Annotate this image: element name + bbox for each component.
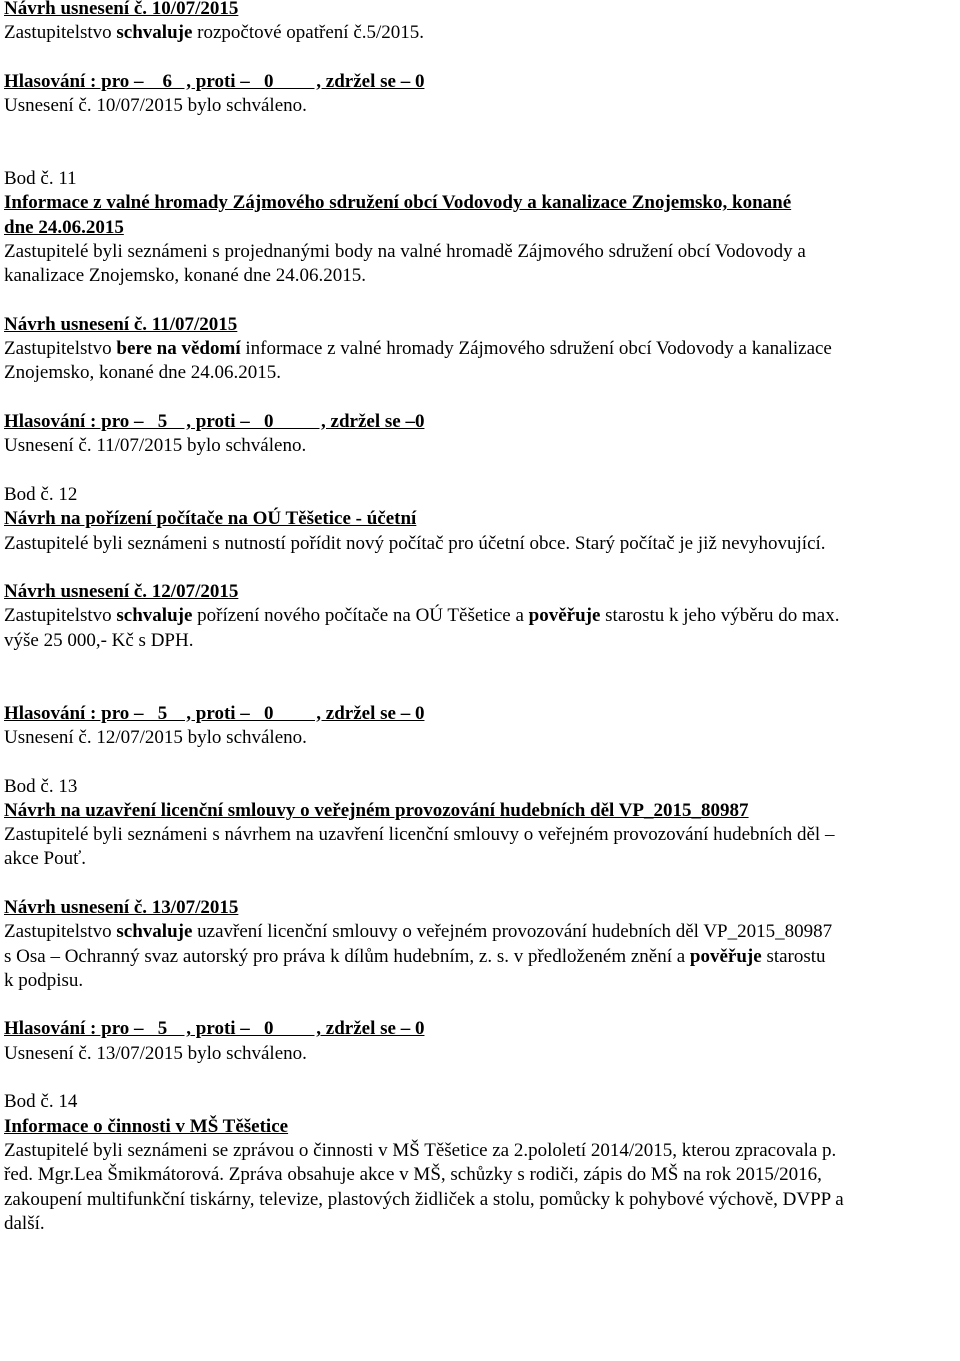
resolution-11-title: Návrh usnesení č. 11/07/2015 <box>4 313 238 335</box>
item-14-number: Bod č. 14 <box>4 1091 78 1113</box>
resolution-13-vote: Hlasování : pro – 5 , proti – 0 , zdržel se – 0 <box>4 1018 425 1040</box>
item-14-text-line1: Zastupitelé byli seznámeni se zprávou o činnosti v MŠ Těšetice za 2.pololetí 2014/2015, kterou zpracovala p. <box>4 1139 837 1161</box>
resolution-11-text-line2: Znojemsko, konané dne 24.06.2015. <box>4 362 282 384</box>
resolution-12-text-line2: výše 25 000,- Kč s DPH. <box>4 629 194 651</box>
keyword-authorizes: pověřuje <box>689 945 762 967</box>
item-13-title: Návrh na uzavření licenční smlouvy o veřejném provozování hudebních děl VP_2015_80987 <box>4 799 749 821</box>
resolution-10-vote: Hlasování : pro – 6 , proti – 0 , zdržel se – 0 <box>4 70 425 92</box>
item-13-text-line2: akce Pouť. <box>4 848 86 870</box>
item-11-number: Bod č. 11 <box>4 168 77 190</box>
minutes-page <box>4 0 954 1236</box>
item-12-text: Zastupitelé byli seznámeni s nutností pořídit nový počítač pro účetní obce. Starý počítač je již nevyhovující. <box>4 532 826 554</box>
resolution-11-vote: Hlasování : pro – 5 , proti – 0 , zdržel se –0 <box>4 411 425 433</box>
resolution-10-result: Usnesení č. 10/07/2015 bylo schváleno. <box>4 95 307 117</box>
resolution-13-text-line1: Zastupitelstvo schvaluje uzavření licenční smlouvy o veřejném provozování hudebních děl VP_2015_80987 <box>4 921 833 943</box>
item-14-text-line3: zakoupení multifunkční tiskárny, televize, plastových židliček a stolu, pomůcky k pohybové výchově, DVPP a <box>4 1188 844 1210</box>
resolution-13-result: Usnesení č. 13/07/2015 bylo schváleno. <box>4 1042 307 1064</box>
item-12-title: Návrh na pořízení počítače na OÚ Těšetice - účetní <box>4 508 417 530</box>
resolution-11-result: Usnesení č. 11/07/2015 bylo schváleno. <box>4 435 307 457</box>
item-13-text-line1: Zastupitelé byli seznámeni s návrhem na uzavření licenční smlouvy o veřejném provozování hudebních děl – <box>4 824 835 846</box>
item-14-text-line2: řed. Mgr.Lea Šmikmátorová. Zpráva obsahuje akce v MŠ, schůzky s rodiči, zápis do MŠ na rok 2015/2016, <box>4 1164 822 1186</box>
keyword-approves: schvaluje <box>116 605 193 627</box>
item-11-title-line2: dne 24.06.2015 <box>4 216 124 238</box>
resolution-12-text-line1: Zastupitelstvo schvaluje pořízení nového počítače na OÚ Těšetice a pověřuje starostu k jeho výběru do max. <box>4 605 840 627</box>
keyword-approves: schvaluje <box>116 921 193 943</box>
item-11-text-line2: kanalizace Znojemsko, konané dne 24.06.2015. <box>4 265 366 287</box>
keyword-authorizes: pověřuje <box>528 605 601 627</box>
resolution-12-title: Návrh usnesení č. 12/07/2015 <box>4 581 239 603</box>
resolution-13-text-line3: k podpisu. <box>4 969 84 991</box>
resolution-13-text-line2: s Osa – Ochranný svaz autorský pro práva k dílům hudebním, z. s. v předloženém znění a pověřuje starostu <box>4 945 826 967</box>
item-14-text-line4: další. <box>4 1212 45 1234</box>
keyword-approves: schvaluje <box>116 22 193 44</box>
resolution-12-vote: Hlasování : pro – 5 , proti – 0 , zdržel se – 0 <box>4 702 425 724</box>
item-13-number: Bod č. 13 <box>4 775 78 797</box>
item-11-text-line1: Zastupitelé byli seznámeni s projednanými body na valné hromadě Zájmového sdružení obcí Vodovody a <box>4 240 806 262</box>
resolution-11-text-line1: Zastupitelstvo bere na vědomí informace z valné hromady Zájmového sdružení obcí Vodovody a kanalizace <box>4 338 832 360</box>
item-11-title-line1: Informace z valné hromady Zájmového sdružení obcí Vodovody a kanalizace Znojemsko, konané <box>4 192 792 214</box>
resolution-13-title: Návrh usnesení č. 13/07/2015 <box>4 896 239 918</box>
keyword-acknowledges: bere na vědomí <box>116 338 241 360</box>
resolution-10-text: Zastupitelstvo schvaluje rozpočtové opatření č.5/2015. <box>4 22 425 44</box>
resolution-12-result: Usnesení č. 12/07/2015 bylo schváleno. <box>4 726 307 748</box>
item-14-title: Informace o činnosti v MŠ Těšetice <box>4 1115 289 1137</box>
resolution-10-title: Návrh usnesení č. 10/07/2015 <box>4 0 239 19</box>
item-12-number: Bod č. 12 <box>4 483 78 505</box>
